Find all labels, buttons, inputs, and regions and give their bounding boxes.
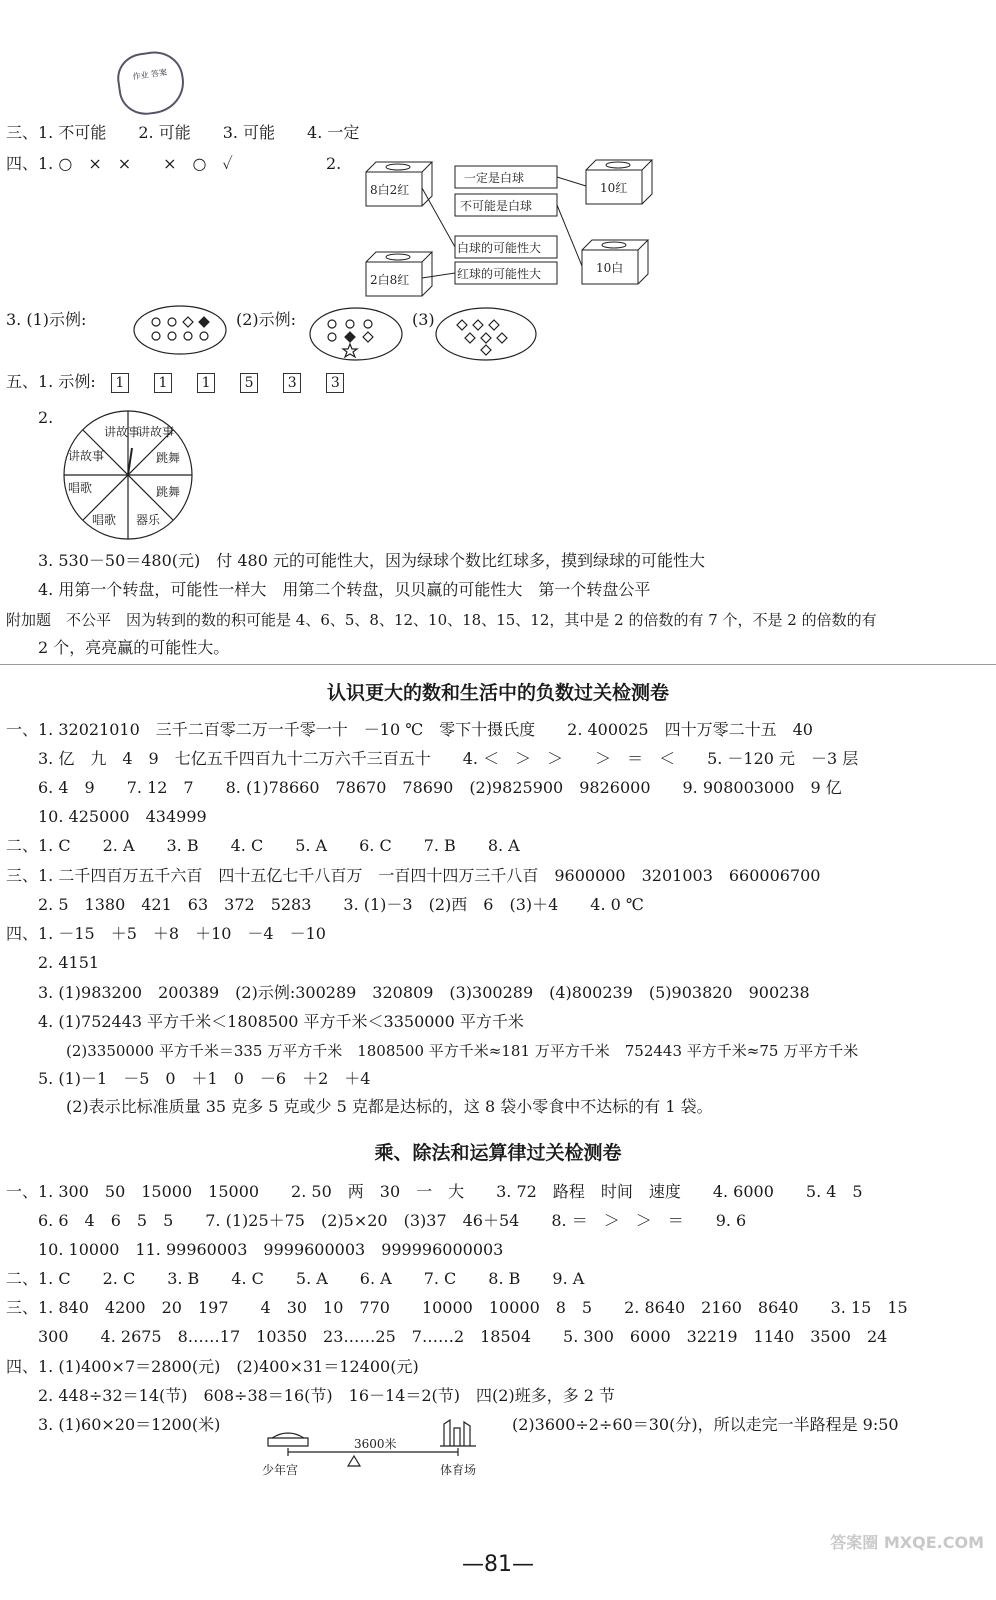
sector-label: 跳舞 [156, 485, 181, 499]
answer-line: 6. 6 4 6 5 5 7. (1)25＋75 (2)5×20 (3)37 46＋54 8. ＝ ＞ ＞ ＝ 9. 6 [38, 1211, 747, 1230]
option-label: 白球的可能性大 [457, 241, 542, 255]
distance-label: 3600米 [354, 1437, 397, 1451]
number-box: 5 [240, 373, 258, 393]
sector-label: 唱歌 [68, 481, 93, 495]
answer-line: 四、1. －15 ＋5 ＋8 ＋10 －4 －10 [6, 924, 326, 943]
option-label: 一定是白球 [464, 171, 525, 185]
answer-line: 附加题 不公平 因为转到的数的积可能是 4、6、5、8、12、10、18、15、12，其中是 2 的倍数的有 7 个，不是 2 的倍数的有 [6, 611, 877, 629]
answer-line: 三、1. 840 4200 20 197 4 30 10 770 10000 10000 8 5 2. 8640 2160 8640 3. 15 15 [6, 1298, 908, 1317]
answer-line: 3. 530－50＝480(元) 付 480 元的可能性大，因为绿球个数比红球多，摸到绿球的可能性大 [38, 551, 705, 570]
homework-stamp: 作业 答案 [114, 48, 188, 119]
sector-label: 唱歌 [92, 513, 117, 527]
watermark: 答案圈 MXQE.COM [830, 1533, 984, 1552]
question-label: (2)示例: [236, 310, 297, 329]
matching-diagram [360, 158, 680, 298]
answer-line: (2)3350000 平方千米＝335 万平方千米 1808500 平方千米≈181 万平方千米 752443 平方千米≈75 万平方千米 [66, 1042, 859, 1060]
question-label: 五、1. 示例: [6, 372, 96, 391]
question-number: 2. [326, 154, 342, 173]
number-box: 3 [283, 373, 301, 393]
answer-line: 四、1. ○ × × × ○ ✓ [6, 154, 233, 173]
question-number: 2. [38, 408, 54, 427]
answer-line: 2. 4151 [38, 953, 100, 972]
answer-line: 4. (1)752443 平方千米＜1808500 平方千米＜3350000 平方千米 [38, 1012, 524, 1031]
spinner-wheel [58, 408, 198, 542]
section-title: 认识更大的数和生活中的负数过关检测卷 [326, 682, 669, 704]
section-title: 乘、除法和运算律过关检测卷 [374, 1142, 622, 1164]
sector-label: 讲故事 [68, 449, 105, 463]
place-label: 体育场 [440, 1463, 477, 1477]
answer-line: 一、1. 32021010 三千二百零二万一千零一十 －10 ℃ 零下十摄氏度 2. 400025 四十万零二十五 40 [6, 720, 813, 739]
number-box: 1 [197, 373, 215, 393]
number-box: 3 [326, 373, 344, 393]
question-label: 3. (1)示例: [6, 310, 87, 329]
answer-line: 10. 10000 11. 99960003 9999600003 999996000003 [38, 1240, 504, 1259]
answer-line: 2. 5 1380 421 63 372 5283 3. (1)－3 (2)西 6 (3)＋4 4. 0 ℃ [38, 895, 644, 914]
box-label: 2白8红 [370, 273, 410, 287]
answer-line: (2)表示比标准质量 35 克多 5 克或少 5 克都是达标的，这 8 袋小零食中不达标的有 1 袋。 [66, 1097, 713, 1116]
number-box: 1 [111, 373, 129, 393]
answer-line: 3. (1)983200 200389 (2)示例:300289 320809 (3)300289 (4)800239 (5)903820 900238 [38, 983, 810, 1002]
ball-ovals [130, 304, 550, 364]
answer-line: 4. 用第一个转盘，可能性一样大 用第二个转盘，贝贝赢的可能性大 第一个转盘公平 [38, 580, 651, 599]
answer-line: 三、1. 二千四百万五千六百 四十五亿七千八百万 一百四十四万三千八百 9600000 3201003 660006700 [6, 866, 821, 885]
answer-line: 5. (1)－1 －5 0 ＋1 0 －6 ＋2 ＋4 [38, 1069, 371, 1088]
sector-label: 跳舞 [156, 451, 181, 465]
box-label: 10白 [596, 261, 624, 275]
answer-line: 3. 亿 九 4 9 七亿五千四百九十二万六千三百五十 4. ＜ ＞ ＞ ＞ ＝ ＜ 5. －120 元 －3 层 [38, 749, 859, 768]
answer-line: 10. 425000 434999 [38, 807, 207, 826]
answer-line: 2 个，亮亮赢的可能性大。 [38, 638, 230, 657]
box-label: 8白2红 [370, 183, 410, 197]
box-label: 10红 [600, 181, 628, 195]
answer-line: 二、1. C 2. C 3. B 4. C 5. A 6. A 7. C 8. B 9. A [6, 1269, 585, 1288]
answer-line [6, 372, 364, 393]
page-number: —81— [462, 1552, 534, 1577]
place-label: 少年宫 [262, 1463, 299, 1477]
answer-line: 二、1. C 2. A 3. B 4. C 5. A 6. C 7. B 8. A [6, 836, 520, 855]
divider [0, 664, 996, 665]
sector-label: 讲故事 [104, 425, 141, 439]
question-label: (3) [412, 310, 435, 329]
answer-line: (2)3600÷2÷60＝30(分)，所以走完一半路程是 9:50 [512, 1415, 899, 1434]
answer-line: 四、1. (1)400×7＝2800(元) (2)400×31＝12400(元) [6, 1357, 419, 1376]
answer-line: 6. 4 9 7. 12 7 8. (1)78660 78670 78690 (2)9825900 9826000 9. 908003000 9 亿 [38, 778, 842, 797]
answer-line: 3. (1)60×20＝1200(米) [38, 1415, 221, 1434]
answer-line: 2. 448÷32＝14(节) 608÷38＝16(节) 16－14＝2(节) 四(2)班多，多 2 节 [38, 1386, 616, 1405]
option-label: 红球的可能性大 [457, 267, 542, 281]
route-diagram [258, 1418, 498, 1482]
sector-label: 讲故事 [138, 425, 175, 439]
answer-line: 三、1. 不可能 2. 可能 3. 可能 4. 一定 [6, 123, 360, 142]
answer-line: 一、1. 300 50 15000 15000 2. 50 两 30 一 大 3. 72 路程 时间 速度 4. 6000 5. 4 5 [6, 1182, 863, 1201]
number-box: 1 [154, 373, 172, 393]
sector-label: 器乐 [136, 513, 161, 527]
option-label: 不可能是白球 [460, 199, 533, 213]
answer-line: 300 4. 2675 8……17 10350 23……25 7……2 18504 5. 300 6000 32219 1140 3500 24 [38, 1327, 888, 1346]
